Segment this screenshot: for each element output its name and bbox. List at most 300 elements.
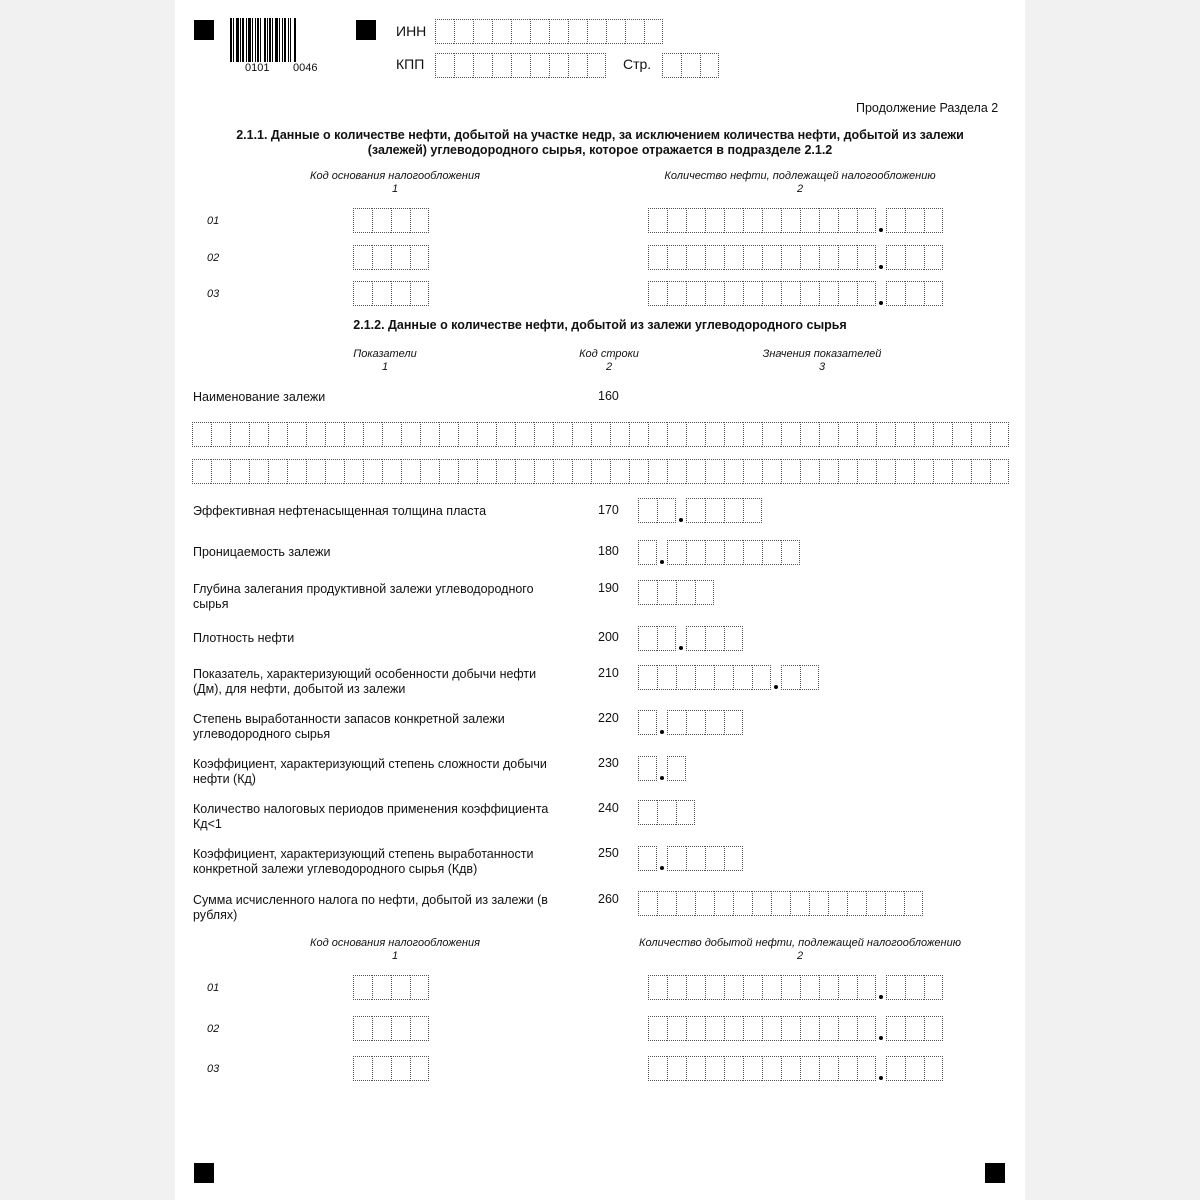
input-cell[interactable] — [705, 208, 724, 233]
deposit-name-field-line-2[interactable] — [192, 459, 1009, 484]
input-cell[interactable] — [762, 281, 781, 306]
input-cell[interactable] — [924, 1016, 943, 1041]
input-cell[interactable] — [410, 1056, 429, 1081]
input-cell[interactable] — [667, 459, 686, 484]
input-cell[interactable] — [435, 53, 454, 78]
tax-code-field[interactable] — [353, 1056, 429, 1081]
input-cell[interactable] — [372, 245, 391, 270]
input-cell[interactable] — [638, 626, 657, 651]
input-cell[interactable] — [838, 459, 857, 484]
input-cell[interactable] — [724, 498, 743, 523]
input-cell[interactable] — [933, 422, 952, 447]
input-cell[interactable] — [800, 665, 819, 690]
input-cell[interactable] — [705, 498, 724, 523]
input-cell[interactable] — [800, 1016, 819, 1041]
input-cell[interactable] — [553, 422, 572, 447]
input-cell[interactable] — [809, 891, 828, 916]
input-cell[interactable] — [667, 281, 686, 306]
input-cell[interactable] — [924, 245, 943, 270]
indicator-value-field[interactable] — [638, 710, 743, 735]
input-cell[interactable] — [800, 1056, 819, 1081]
input-cell[interactable] — [724, 710, 743, 735]
input-cell[interactable] — [638, 580, 657, 605]
input-cell[interactable] — [857, 245, 876, 270]
input-cell[interactable] — [287, 422, 306, 447]
input-cell[interactable] — [819, 975, 838, 1000]
kpp-field[interactable] — [435, 53, 606, 78]
input-cell[interactable] — [762, 1016, 781, 1041]
input-cell[interactable] — [924, 1056, 943, 1081]
input-cell[interactable] — [904, 891, 923, 916]
input-cell[interactable] — [591, 459, 610, 484]
tax-code-field[interactable] — [353, 281, 429, 306]
input-cell[interactable] — [952, 459, 971, 484]
input-cell[interactable] — [230, 459, 249, 484]
input-cell[interactable] — [410, 245, 429, 270]
input-cell[interactable] — [568, 53, 587, 78]
input-cell[interactable] — [610, 422, 629, 447]
input-cell[interactable] — [781, 665, 800, 690]
input-cell[interactable] — [515, 459, 534, 484]
input-cell[interactable] — [629, 459, 648, 484]
input-cell[interactable] — [530, 53, 549, 78]
input-cell[interactable] — [511, 19, 530, 44]
input-cell[interactable] — [781, 245, 800, 270]
input-cell[interactable] — [587, 19, 606, 44]
input-cell[interactable] — [762, 975, 781, 1000]
input-cell[interactable] — [648, 245, 667, 270]
input-cell[interactable] — [676, 665, 695, 690]
oil-quantity-field[interactable] — [648, 975, 943, 1000]
input-cell[interactable] — [762, 459, 781, 484]
input-cell[interactable] — [781, 422, 800, 447]
input-cell[interactable] — [515, 422, 534, 447]
input-cell[interactable] — [724, 1016, 743, 1041]
input-cell[interactable] — [648, 281, 667, 306]
input-cell[interactable] — [249, 459, 268, 484]
input-cell[interactable] — [391, 1056, 410, 1081]
input-cell[interactable] — [657, 665, 676, 690]
tax-code-field[interactable] — [353, 245, 429, 270]
input-cell[interactable] — [781, 281, 800, 306]
input-cell[interactable] — [743, 422, 762, 447]
input-cell[interactable] — [686, 975, 705, 1000]
indicator-value-field[interactable] — [638, 580, 714, 605]
input-cell[interactable] — [420, 459, 439, 484]
input-cell[interactable] — [534, 422, 553, 447]
input-cell[interactable] — [971, 459, 990, 484]
input-cell[interactable] — [971, 422, 990, 447]
input-cell[interactable] — [638, 665, 657, 690]
input-cell[interactable] — [549, 19, 568, 44]
input-cell[interactable] — [644, 19, 663, 44]
input-cell[interactable] — [686, 281, 705, 306]
input-cell[interactable] — [838, 281, 857, 306]
indicator-value-field[interactable] — [638, 756, 686, 781]
input-cell[interactable] — [743, 498, 762, 523]
input-cell[interactable] — [705, 459, 724, 484]
input-cell[interactable] — [325, 422, 344, 447]
input-cell[interactable] — [638, 710, 657, 735]
input-cell[interactable] — [924, 208, 943, 233]
input-cell[interactable] — [638, 540, 657, 565]
input-cell[interactable] — [686, 208, 705, 233]
input-cell[interactable] — [838, 1016, 857, 1041]
input-cell[interactable] — [657, 580, 676, 605]
input-cell[interactable] — [686, 626, 705, 651]
input-cell[interactable] — [192, 422, 211, 447]
input-cell[interactable] — [353, 1016, 372, 1041]
input-cell[interactable] — [496, 422, 515, 447]
input-cell[interactable] — [657, 498, 676, 523]
input-cell[interactable] — [705, 540, 724, 565]
input-cell[interactable] — [372, 1056, 391, 1081]
input-cell[interactable] — [752, 665, 771, 690]
input-cell[interactable] — [249, 422, 268, 447]
input-cell[interactable] — [838, 1056, 857, 1081]
input-cell[interactable] — [790, 891, 809, 916]
input-cell[interactable] — [410, 208, 429, 233]
indicator-value-field[interactable] — [638, 540, 800, 565]
input-cell[interactable] — [686, 459, 705, 484]
input-cell[interactable] — [819, 208, 838, 233]
input-cell[interactable] — [905, 245, 924, 270]
input-cell[interactable] — [743, 459, 762, 484]
input-cell[interactable] — [657, 891, 676, 916]
input-cell[interactable] — [667, 975, 686, 1000]
input-cell[interactable] — [724, 245, 743, 270]
input-cell[interactable] — [681, 53, 700, 78]
input-cell[interactable] — [990, 459, 1009, 484]
oil-quantity-field[interactable] — [648, 281, 943, 306]
input-cell[interactable] — [781, 459, 800, 484]
input-cell[interactable] — [705, 975, 724, 1000]
indicator-value-field[interactable] — [638, 846, 743, 871]
input-cell[interactable] — [743, 245, 762, 270]
input-cell[interactable] — [695, 580, 714, 605]
input-cell[interactable] — [686, 498, 705, 523]
input-cell[interactable] — [724, 1056, 743, 1081]
input-cell[interactable] — [676, 800, 695, 825]
oil-quantity-field[interactable] — [648, 208, 943, 233]
input-cell[interactable] — [572, 422, 591, 447]
input-cell[interactable] — [762, 1056, 781, 1081]
input-cell[interactable] — [268, 422, 287, 447]
input-cell[interactable] — [705, 245, 724, 270]
input-cell[interactable] — [838, 422, 857, 447]
input-cell[interactable] — [638, 800, 657, 825]
input-cell[interactable] — [686, 245, 705, 270]
input-cell[interactable] — [306, 459, 325, 484]
input-cell[interactable] — [705, 626, 724, 651]
input-cell[interactable] — [800, 459, 819, 484]
input-cell[interactable] — [705, 1056, 724, 1081]
input-cell[interactable] — [353, 281, 372, 306]
input-cell[interactable] — [553, 459, 572, 484]
input-cell[interactable] — [857, 975, 876, 1000]
input-cell[interactable] — [743, 1056, 762, 1081]
input-cell[interactable] — [353, 208, 372, 233]
input-cell[interactable] — [353, 975, 372, 1000]
input-cell[interactable] — [638, 498, 657, 523]
input-cell[interactable] — [771, 891, 790, 916]
input-cell[interactable] — [410, 281, 429, 306]
input-cell[interactable] — [952, 422, 971, 447]
tax-code-field[interactable] — [353, 1016, 429, 1041]
input-cell[interactable] — [781, 1056, 800, 1081]
input-cell[interactable] — [990, 422, 1009, 447]
input-cell[interactable] — [372, 975, 391, 1000]
input-cell[interactable] — [876, 459, 895, 484]
input-cell[interactable] — [648, 975, 667, 1000]
tax-code-field[interactable] — [353, 208, 429, 233]
input-cell[interactable] — [857, 281, 876, 306]
input-cell[interactable] — [857, 1056, 876, 1081]
input-cell[interactable] — [724, 422, 743, 447]
input-cell[interactable] — [549, 53, 568, 78]
input-cell[interactable] — [705, 846, 724, 871]
input-cell[interactable] — [686, 540, 705, 565]
input-cell[interactable] — [905, 208, 924, 233]
input-cell[interactable] — [828, 891, 847, 916]
indicator-value-field[interactable] — [638, 800, 695, 825]
input-cell[interactable] — [800, 208, 819, 233]
input-cell[interactable] — [724, 281, 743, 306]
input-cell[interactable] — [230, 422, 249, 447]
input-cell[interactable] — [511, 53, 530, 78]
input-cell[interactable] — [714, 891, 733, 916]
input-cell[interactable] — [372, 208, 391, 233]
input-cell[interactable] — [743, 281, 762, 306]
input-cell[interactable] — [686, 422, 705, 447]
input-cell[interactable] — [819, 422, 838, 447]
input-cell[interactable] — [886, 245, 905, 270]
input-cell[interactable] — [733, 665, 752, 690]
input-cell[interactable] — [638, 891, 657, 916]
input-cell[interactable] — [724, 540, 743, 565]
input-cell[interactable] — [885, 891, 904, 916]
input-cell[interactable] — [648, 1056, 667, 1081]
input-cell[interactable] — [886, 208, 905, 233]
input-cell[interactable] — [743, 1016, 762, 1041]
input-cell[interactable] — [866, 891, 885, 916]
input-cell[interactable] — [638, 756, 657, 781]
input-cell[interactable] — [439, 459, 458, 484]
input-cell[interactable] — [382, 459, 401, 484]
indicator-value-field[interactable] — [638, 626, 743, 651]
input-cell[interactable] — [762, 422, 781, 447]
input-cell[interactable] — [886, 281, 905, 306]
input-cell[interactable] — [800, 281, 819, 306]
input-cell[interactable] — [287, 459, 306, 484]
input-cell[interactable] — [733, 891, 752, 916]
input-cell[interactable] — [819, 459, 838, 484]
input-cell[interactable] — [477, 422, 496, 447]
input-cell[interactable] — [667, 245, 686, 270]
input-cell[interactable] — [648, 459, 667, 484]
input-cell[interactable] — [933, 459, 952, 484]
input-cell[interactable] — [667, 1016, 686, 1041]
input-cell[interactable] — [306, 422, 325, 447]
input-cell[interactable] — [762, 540, 781, 565]
input-cell[interactable] — [905, 975, 924, 1000]
input-cell[interactable] — [914, 422, 933, 447]
input-cell[interactable] — [606, 19, 625, 44]
input-cell[interactable] — [211, 459, 230, 484]
input-cell[interactable] — [705, 422, 724, 447]
input-cell[interactable] — [492, 53, 511, 78]
input-cell[interactable] — [886, 1056, 905, 1081]
input-cell[interactable] — [924, 281, 943, 306]
input-cell[interactable] — [648, 208, 667, 233]
input-cell[interactable] — [435, 19, 454, 44]
input-cell[interactable] — [401, 459, 420, 484]
tax-code-field[interactable] — [353, 975, 429, 1000]
input-cell[interactable] — [534, 459, 553, 484]
input-cell[interactable] — [695, 665, 714, 690]
input-cell[interactable] — [857, 208, 876, 233]
input-cell[interactable] — [838, 208, 857, 233]
input-cell[interactable] — [629, 422, 648, 447]
input-cell[interactable] — [473, 19, 492, 44]
input-cell[interactable] — [667, 422, 686, 447]
input-cell[interactable] — [492, 19, 511, 44]
input-cell[interactable] — [905, 1056, 924, 1081]
input-cell[interactable] — [886, 975, 905, 1000]
input-cell[interactable] — [530, 19, 549, 44]
input-cell[interactable] — [686, 846, 705, 871]
input-cell[interactable] — [800, 422, 819, 447]
input-cell[interactable] — [695, 891, 714, 916]
input-cell[interactable] — [391, 281, 410, 306]
input-cell[interactable] — [477, 459, 496, 484]
input-cell[interactable] — [667, 846, 686, 871]
input-cell[interactable] — [705, 1016, 724, 1041]
inn-field[interactable] — [435, 19, 663, 44]
input-cell[interactable] — [353, 1056, 372, 1081]
input-cell[interactable] — [724, 975, 743, 1000]
input-cell[interactable] — [743, 208, 762, 233]
oil-quantity-field[interactable] — [648, 1016, 943, 1041]
input-cell[interactable] — [781, 1016, 800, 1041]
input-cell[interactable] — [648, 1016, 667, 1041]
input-cell[interactable] — [857, 422, 876, 447]
input-cell[interactable] — [705, 281, 724, 306]
input-cell[interactable] — [587, 53, 606, 78]
input-cell[interactable] — [473, 53, 492, 78]
input-cell[interactable] — [353, 245, 372, 270]
input-cell[interactable] — [211, 422, 230, 447]
input-cell[interactable] — [648, 422, 667, 447]
input-cell[interactable] — [819, 1016, 838, 1041]
input-cell[interactable] — [325, 459, 344, 484]
input-cell[interactable] — [819, 245, 838, 270]
input-cell[interactable] — [662, 53, 681, 78]
input-cell[interactable] — [391, 1016, 410, 1041]
input-cell[interactable] — [458, 422, 477, 447]
input-cell[interactable] — [391, 975, 410, 1000]
input-cell[interactable] — [496, 459, 515, 484]
input-cell[interactable] — [762, 208, 781, 233]
input-cell[interactable] — [401, 422, 420, 447]
input-cell[interactable] — [886, 1016, 905, 1041]
input-cell[interactable] — [724, 626, 743, 651]
indicator-value-field[interactable] — [638, 498, 762, 523]
input-cell[interactable] — [857, 459, 876, 484]
input-cell[interactable] — [686, 710, 705, 735]
input-cell[interactable] — [743, 975, 762, 1000]
input-cell[interactable] — [762, 245, 781, 270]
input-cell[interactable] — [667, 540, 686, 565]
input-cell[interactable] — [838, 245, 857, 270]
input-cell[interactable] — [439, 422, 458, 447]
input-cell[interactable] — [819, 1056, 838, 1081]
indicator-value-field[interactable] — [638, 665, 819, 690]
input-cell[interactable] — [838, 975, 857, 1000]
input-cell[interactable] — [895, 459, 914, 484]
input-cell[interactable] — [363, 459, 382, 484]
input-cell[interactable] — [192, 459, 211, 484]
input-cell[interactable] — [454, 19, 473, 44]
input-cell[interactable] — [572, 459, 591, 484]
input-cell[interactable] — [657, 800, 676, 825]
input-cell[interactable] — [743, 540, 762, 565]
input-cell[interactable] — [676, 891, 695, 916]
input-cell[interactable] — [686, 1016, 705, 1041]
input-cell[interactable] — [847, 891, 866, 916]
input-cell[interactable] — [657, 626, 676, 651]
input-cell[interactable] — [458, 459, 477, 484]
input-cell[interactable] — [705, 710, 724, 735]
input-cell[interactable] — [568, 19, 587, 44]
input-cell[interactable] — [638, 846, 657, 871]
input-cell[interactable] — [905, 281, 924, 306]
input-cell[interactable] — [781, 540, 800, 565]
input-cell[interactable] — [420, 422, 439, 447]
input-cell[interactable] — [391, 245, 410, 270]
input-cell[interactable] — [924, 975, 943, 1000]
oil-quantity-field[interactable] — [648, 1056, 943, 1081]
deposit-name-field-line-1[interactable] — [192, 422, 1009, 447]
input-cell[interactable] — [610, 459, 629, 484]
input-cell[interactable] — [454, 53, 473, 78]
input-cell[interactable] — [344, 459, 363, 484]
input-cell[interactable] — [372, 1016, 391, 1041]
input-cell[interactable] — [714, 665, 733, 690]
input-cell[interactable] — [781, 208, 800, 233]
input-cell[interactable] — [667, 208, 686, 233]
input-cell[interactable] — [667, 756, 686, 781]
input-cell[interactable] — [372, 281, 391, 306]
input-cell[interactable] — [724, 208, 743, 233]
input-cell[interactable] — [363, 422, 382, 447]
input-cell[interactable] — [667, 1056, 686, 1081]
input-cell[interactable] — [667, 710, 686, 735]
input-cell[interactable] — [686, 1056, 705, 1081]
input-cell[interactable] — [700, 53, 719, 78]
input-cell[interactable] — [857, 1016, 876, 1041]
input-cell[interactable] — [905, 1016, 924, 1041]
input-cell[interactable] — [391, 208, 410, 233]
input-cell[interactable] — [876, 422, 895, 447]
input-cell[interactable] — [676, 580, 695, 605]
input-cell[interactable] — [410, 1016, 429, 1041]
input-cell[interactable] — [800, 245, 819, 270]
input-cell[interactable] — [781, 975, 800, 1000]
input-cell[interactable] — [410, 975, 429, 1000]
input-cell[interactable] — [914, 459, 933, 484]
page-number-field[interactable] — [662, 53, 719, 78]
